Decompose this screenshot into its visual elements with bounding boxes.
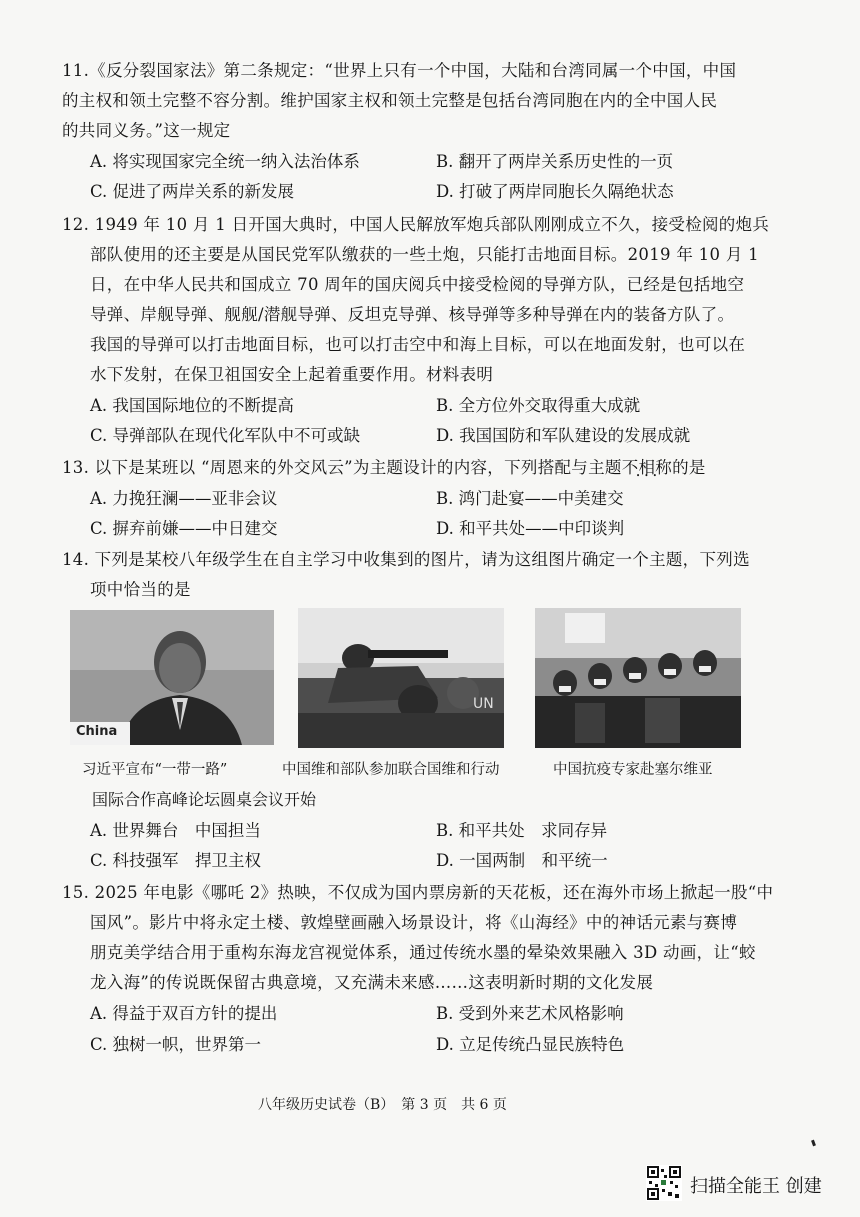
q11-option-d: D. 打破了两岸同胞长久隔绝状态	[436, 182, 674, 201]
q12-option-c: C. 导弹部队在现代化军队中不可或缺	[90, 426, 361, 445]
scanner-watermark: 扫描全能王 创建	[690, 1176, 822, 1197]
peacekeepers-image	[298, 608, 504, 748]
q12-option-d: D. 我国国防和军队建设的发展成就	[436, 426, 691, 445]
q12-option-a: A. 我国国际地位的不断提高	[90, 396, 294, 415]
q11-option-c: C. 促进了两岸关系的新发展	[90, 182, 295, 201]
caption-photo-1b: 国际合作高峰论坛圆桌会议开始	[92, 790, 317, 809]
q15-option-c: C. 独树一帜，世界第一	[90, 1035, 262, 1054]
qr-code-icon	[646, 1165, 682, 1201]
q13-stem-post: 的是	[672, 458, 706, 477]
q12-stem-line-6: 水下发射，在保卫祖国安全上起着重要作用。材料表明	[90, 365, 494, 384]
q15-stem-line-4: 龙入海”的传说既保留古典意境，又充满未来感……这表明新时期的文化发展	[90, 973, 654, 992]
q14-stem-line-1: 14. 下列是某校八年级学生在自主学习中收集到的图片，请为这组图片确定一个主题，下列选	[62, 550, 750, 569]
q15-stem-line-3: 朋克美学结合用于重构东海龙宫视觉体系，通过传统水墨的晕染效果融入 3D 动画，让“蛟	[90, 943, 756, 962]
q12-option-b: B. 全方位外交取得重大成就	[436, 396, 641, 415]
q12-stem-line-1: 12. 1949 年 10 月 1 日开国大典时，中国人民解放军炮兵部队刚刚成立不久，接受检阅的炮兵	[62, 215, 770, 234]
caption-photo-3: 中国抗疫专家赴塞尔维亚	[553, 762, 713, 778]
q13-option-c: C. 摒弃前嫌——中日建交	[90, 519, 278, 538]
q12-stem-line-2: 部队使用的还主要是从国民党军队缴获的一些土炮，只能打击地面目标。2019 年 10 月 1	[90, 245, 759, 264]
q13-stem-emphasis: 不相称 • • •	[622, 458, 672, 477]
q11-stem-line-3: 的共同义务。”这一规定	[62, 121, 231, 140]
q13-stem	[62, 457, 706, 479]
q15-stem-line-1: 15. 2025 年电影《哪吒 2》热映，不仅成为国内票房新的天花板，还在海外市场上掀起一股“中	[62, 883, 774, 902]
photo-bri-forum	[70, 610, 274, 745]
q11-option-a: A. 将实现国家完全统一纳入法治体系	[90, 152, 360, 171]
caption-photo-1a: 习近平宣布“一带一路”	[82, 762, 228, 778]
photo-epidemic-experts	[535, 608, 741, 748]
q14-option-d: D. 一国两制 和平统一	[436, 851, 608, 870]
q13-option-a: A. 力挽狂澜——亚非会议	[90, 489, 278, 508]
q12-stem-line-3: 日，在中华人民共和国成立 70 周年的国庆阅兵中接受检阅的导弹方队，已经是包括地空	[90, 275, 745, 294]
q13-stem-pre: 13. 以下是某班以 “周恩来的外交风云”为主题设计的内容，下列搭配与主题	[62, 458, 622, 477]
q11-stem-line-2: 的主权和领土完整不容分割。维护国家主权和领土完整是包括台湾同胞在内的全中国人民	[62, 91, 718, 110]
q12-stem-line-4: 导弹、岸舰导弹、舰舰/潜舰导弹、反坦克导弹、核导弹等多种导弹在内的装备方队了。	[90, 305, 735, 324]
q15-stem-line-2: 国风”。影片中将永定土楼、敦煌壁画融入场景设计，将《山海经》中的神话元素与赛博	[90, 913, 738, 932]
experts-image	[535, 608, 741, 748]
photo-china-label: China	[76, 724, 118, 739]
q13-option-b: B. 鸿门赴宴——中美建交	[436, 489, 624, 508]
caption-photo-2: 中国维和部队参加联合国维和行动	[282, 762, 500, 778]
photo-peacekeepers	[298, 608, 504, 748]
q15-option-b: B. 受到外来艺术风格影响	[436, 1004, 624, 1023]
q14-option-c: C. 科技强军 捍卫主权	[90, 851, 262, 870]
svg-text:UN: UN	[473, 696, 494, 712]
q11-stem-line-1: 11.《反分裂国家法》第二条规定：“世界上只有一个中国，大陆和台湾同属一个中国，中国	[62, 61, 737, 80]
stray-ink-mark	[811, 1140, 816, 1147]
q14-stem-line-2: 项中恰当的是	[90, 580, 191, 599]
q14-option-a: A. 世界舞台 中国担当	[90, 821, 261, 840]
page-footer: 八年级历史试卷（B） 第 3 页 共 6 页	[258, 1097, 507, 1113]
q14-option-b: B. 和平共处 求同存异	[436, 821, 608, 840]
q11-option-b: B. 翻开了两岸关系历史性的一页	[436, 152, 674, 171]
q15-option-d: D. 立足传统凸显民族特色	[436, 1035, 625, 1054]
q15-option-a: A. 得益于双百方针的提出	[90, 1004, 278, 1023]
q12-stem-line-5: 我国的导弹可以打击地面目标，也可以打击空中和海上目标，可以在地面发射，也可以在	[90, 335, 746, 354]
q13-option-d: D. 和平共处——中印谈判	[436, 519, 625, 538]
